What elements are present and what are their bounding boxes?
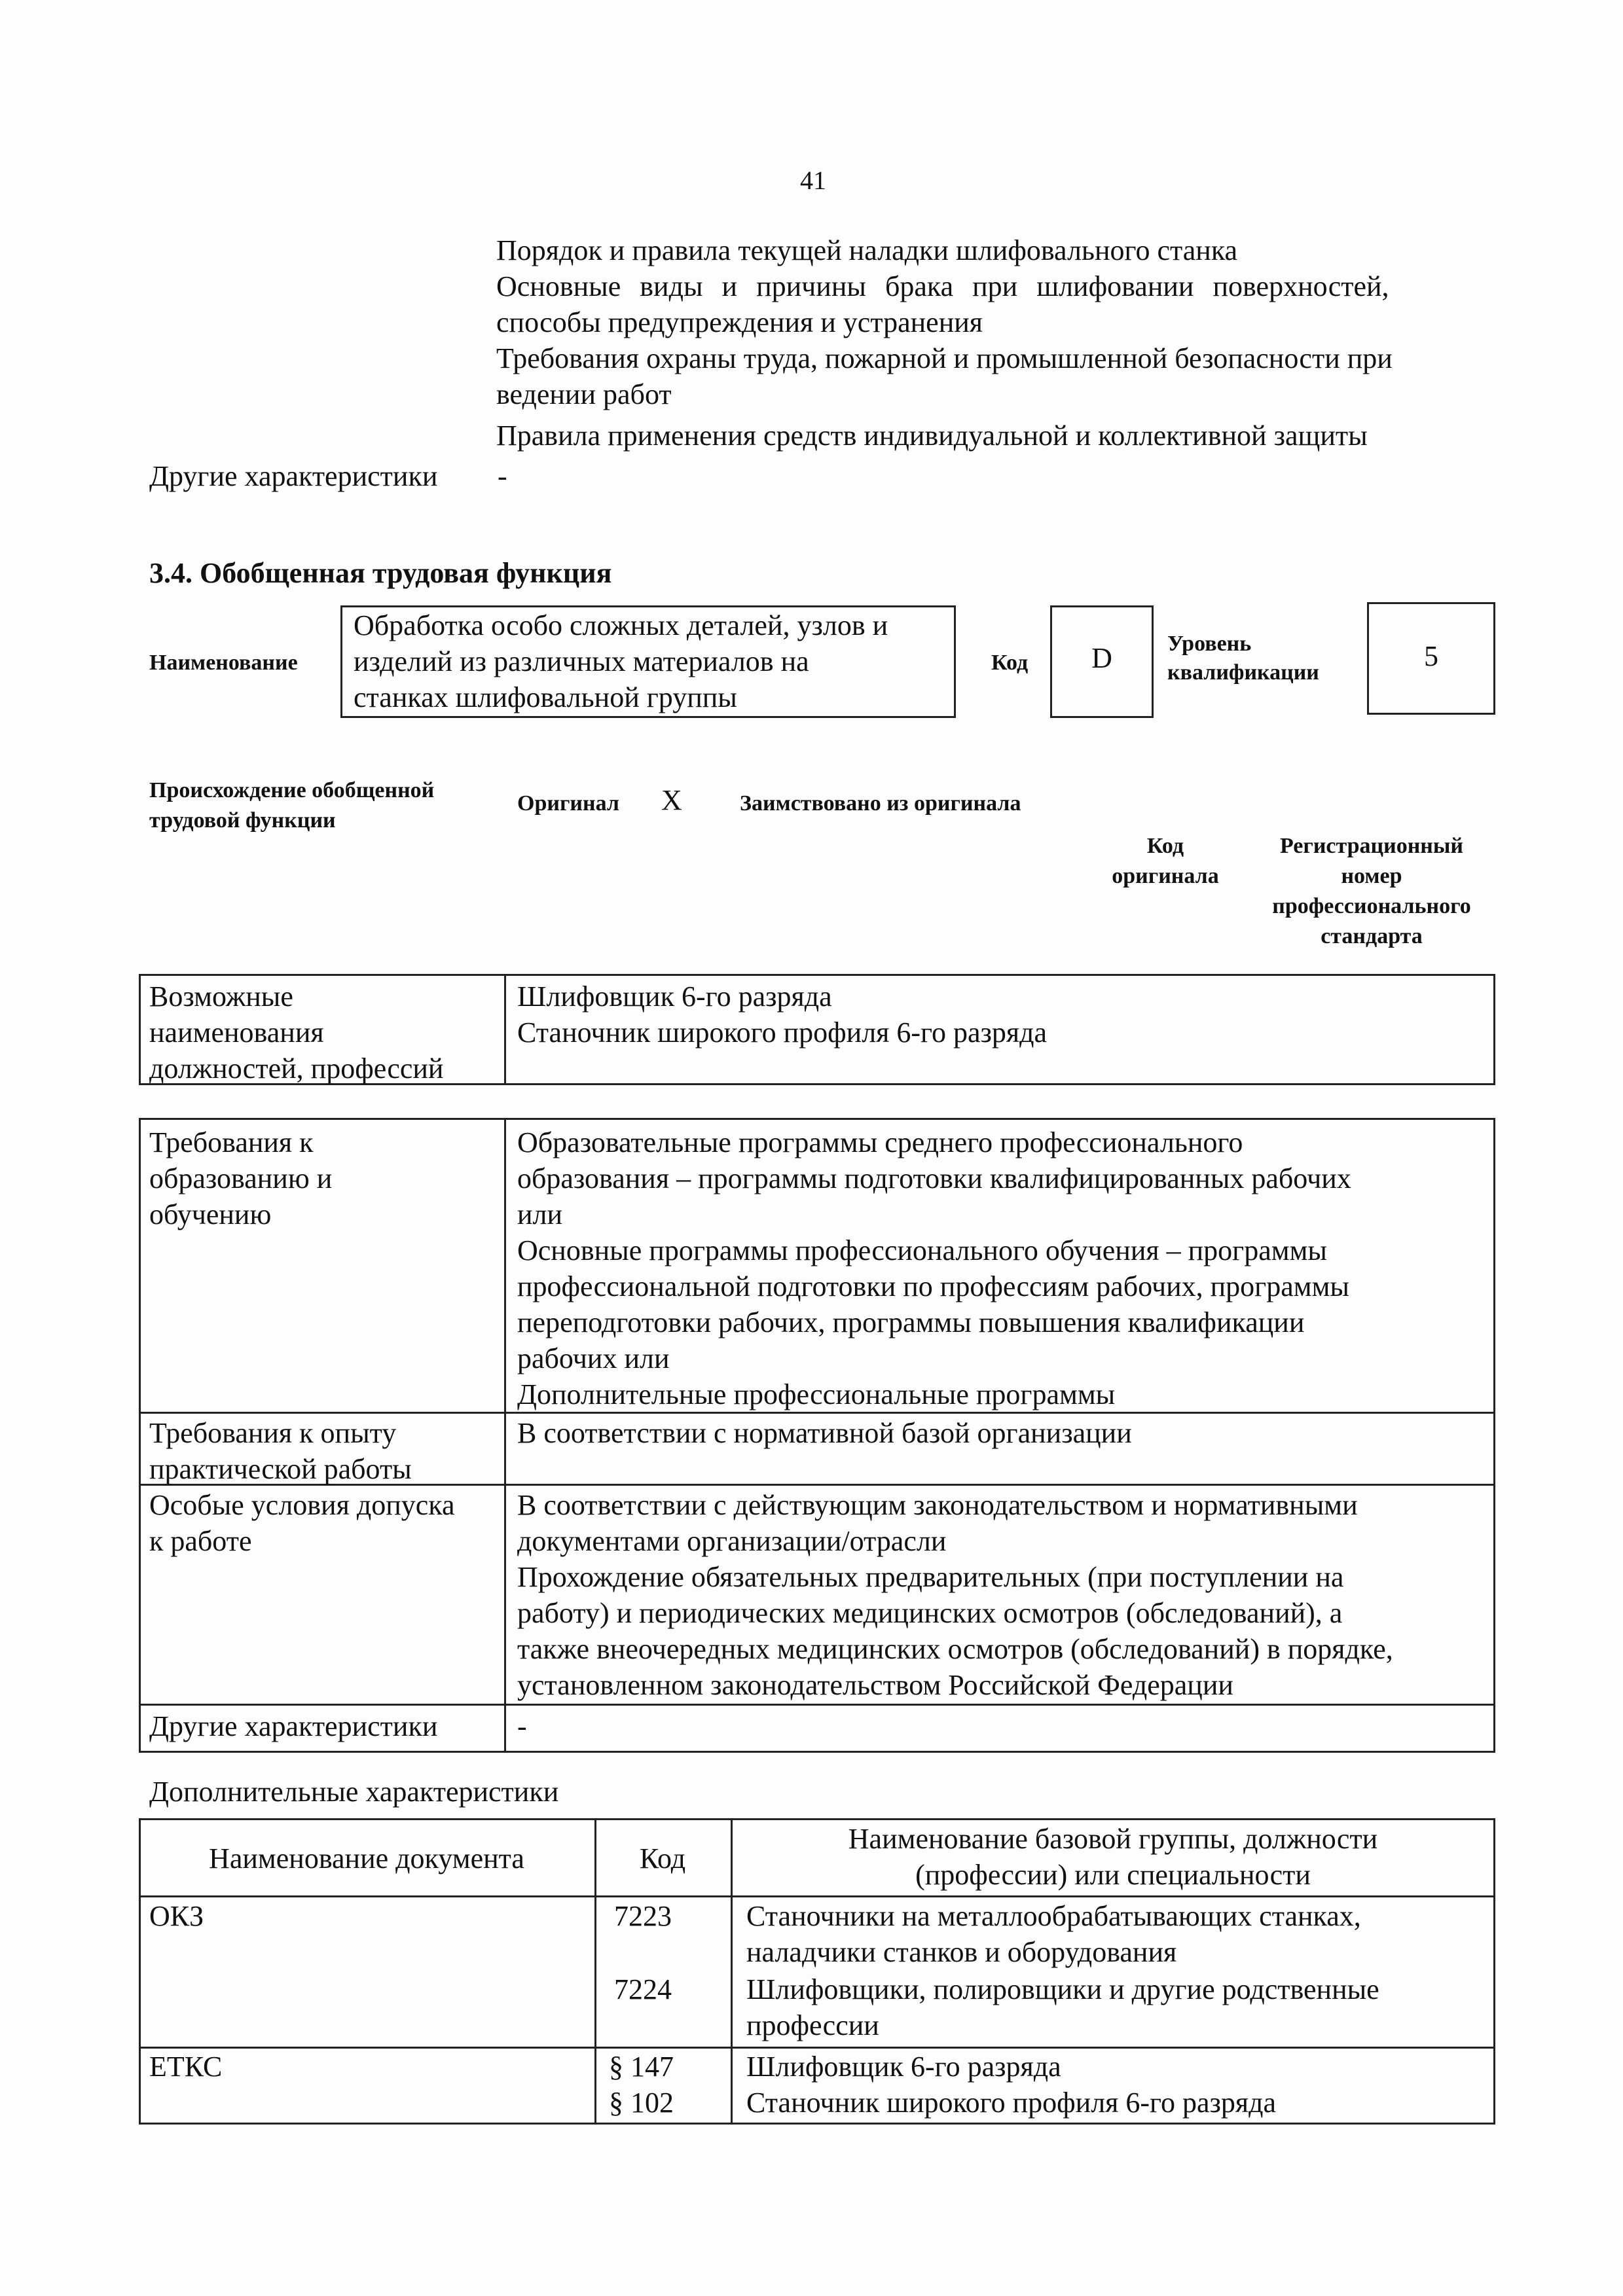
top-other-label: Другие характеристики — [149, 460, 438, 492]
header-name-line: Наименование базовой группы, должности — [848, 1823, 1378, 1855]
origin-borrowed: Заимствовано из оригинала — [740, 791, 1021, 816]
etks-doc: ЕТКС — [149, 2051, 223, 2083]
name-label: Наименование — [149, 651, 298, 675]
code-value: D — [1091, 642, 1112, 674]
admission-line: установленном законодательством Российской Федерации — [517, 1669, 1233, 1701]
okz-code: 7224 — [614, 1973, 672, 2005]
knowledge-line: Порядок и правила текущей наладки шлифовального станка — [496, 234, 1238, 266]
header-name-line: (профессии) или специальности — [915, 1859, 1311, 1891]
education-line: или — [517, 1198, 563, 1230]
experience-label-line: Требования к опыту — [149, 1417, 397, 1449]
knowledge-line: Правила применения средств индивидуальной и коллективной защиты — [496, 420, 1368, 452]
education-label — [149, 1124, 332, 1232]
education-label-line: образованию и — [149, 1162, 333, 1194]
knowledge-line: способы предупреждения и устранения — [496, 306, 983, 338]
education-line: образования – программы подготовки квалифицированных рабочих — [517, 1162, 1351, 1194]
origin-reg-header — [1250, 831, 1493, 952]
admission-line: документами организации/отрасли — [517, 1525, 947, 1557]
knowledge-line: ведении работ — [496, 378, 672, 410]
admission-label-line: Особые условия допуска — [149, 1489, 455, 1521]
page-number: 41 — [800, 166, 826, 195]
position-item: Шлифовщик 6-го разряда — [517, 980, 832, 1013]
education-line: переподготовки рабочих, программы повышения квалификации — [517, 1306, 1305, 1338]
origin-reg-line: стандарта — [1321, 924, 1423, 948]
admission-line: Прохождение обязательных предварительных (при поступлении на — [517, 1561, 1344, 1593]
top-other-value: - — [498, 460, 507, 492]
etks-code: § 102 — [609, 2087, 674, 2119]
function-name-line: изделий из различных материалов на — [354, 645, 809, 677]
section-title: 3.4. Обобщенная трудовая функция — [149, 557, 612, 589]
experience-value: В соответствии с нормативной базой организации — [517, 1417, 1132, 1449]
positions-label — [149, 978, 443, 1086]
origin-code-line: оригинала — [1112, 864, 1219, 888]
knowledge-line: Основные виды и причины брака при шлифовании поверхностей, — [496, 270, 1389, 302]
positions-label-line: должностей, профессий — [149, 1052, 444, 1085]
header-name — [731, 1821, 1495, 1893]
origin-label — [149, 776, 434, 836]
level-label — [1167, 630, 1319, 687]
okz-code: 7223 — [614, 1900, 672, 1932]
okz-doc: ОКЗ — [149, 1900, 204, 1932]
origin-code-header — [1093, 831, 1237, 891]
education-label-line: обучению — [149, 1198, 272, 1230]
education-label-line: Требования к — [149, 1126, 314, 1158]
etks-name: Шлифовщик 6-го разряда — [746, 2051, 1061, 2083]
position-item: Станочник широкого профиля 6-го разряда — [517, 1016, 1048, 1049]
function-name — [354, 607, 888, 715]
experience-label-line: практической работы — [149, 1453, 412, 1485]
level-label-line: Уровень — [1167, 632, 1252, 656]
positions-values — [517, 978, 1047, 1050]
positions-label-line: наименования — [149, 1016, 324, 1049]
okz-name-line: наладчики станков и оборудования — [746, 1936, 1177, 1968]
education-line: Образовательные программы среднего профессионального — [517, 1126, 1243, 1158]
education-value — [517, 1124, 1351, 1412]
origin-reg-line: профессионального — [1272, 894, 1471, 918]
admission-value — [517, 1487, 1393, 1703]
okz-name-line: Шлифовщики, полировщики и другие родственные — [746, 1973, 1379, 2005]
admission-line: В соответствии с действующим законодательством и нормативными — [517, 1489, 1358, 1521]
okz-name — [746, 1898, 1361, 1970]
origin-reg-line: Регистрационный — [1279, 834, 1464, 858]
header-code: Код — [639, 1842, 686, 1874]
origin-mark: X — [661, 784, 682, 816]
admission-label — [149, 1487, 455, 1559]
level-label-line: квалификации — [1167, 660, 1319, 685]
knowledge-list — [496, 232, 1491, 454]
education-line: рабочих или — [517, 1342, 670, 1374]
okz-name — [746, 1971, 1379, 2043]
etks-name: Станочник широкого профиля 6-го разряда — [746, 2087, 1277, 2119]
etks-code: § 147 — [609, 2051, 674, 2083]
origin-code-line: Код — [1146, 834, 1184, 858]
origin-original: Оригинал — [517, 791, 619, 816]
code-label: Код — [991, 651, 1029, 675]
okz-name-line: профессии — [746, 2009, 879, 2041]
admission-label-line: к работе — [149, 1525, 252, 1557]
origin-label-line: Происхождение обобщенной — [149, 778, 435, 802]
other-label: Другие характеристики — [149, 1710, 438, 1742]
education-line: Основные программы профессионального обучения – программы — [517, 1234, 1327, 1266]
other-value: - — [517, 1710, 527, 1742]
level-value: 5 — [1424, 640, 1438, 672]
function-name-line: Обработка особо сложных деталей, узлов и — [354, 609, 888, 641]
admission-line: работу) и периодических медицинских осмотров (обследований), а — [517, 1597, 1343, 1629]
knowledge-line: Требования охраны труда, пожарной и промышленной безопасности при — [496, 342, 1393, 374]
positions-label-line: Возможные — [149, 980, 293, 1013]
header-doc: Наименование документа — [209, 1842, 524, 1874]
admission-line: также внеочередных медицинских осмотров (обследований) в порядке, — [517, 1633, 1393, 1665]
additional-title: Дополнительные характеристики — [149, 1776, 559, 1808]
origin-label-line: трудовой функции — [149, 808, 336, 833]
education-line: профессиональной подготовки по профессиям рабочих, программы — [517, 1270, 1349, 1302]
experience-label — [149, 1415, 412, 1487]
okz-name-line: Станочники на металлообрабатывающих станках, — [746, 1900, 1361, 1932]
education-line: Дополнительные профессиональные программы — [517, 1378, 1116, 1410]
function-name-line: станках шлифовальной группы — [354, 681, 737, 713]
origin-reg-line: номер — [1341, 864, 1402, 888]
